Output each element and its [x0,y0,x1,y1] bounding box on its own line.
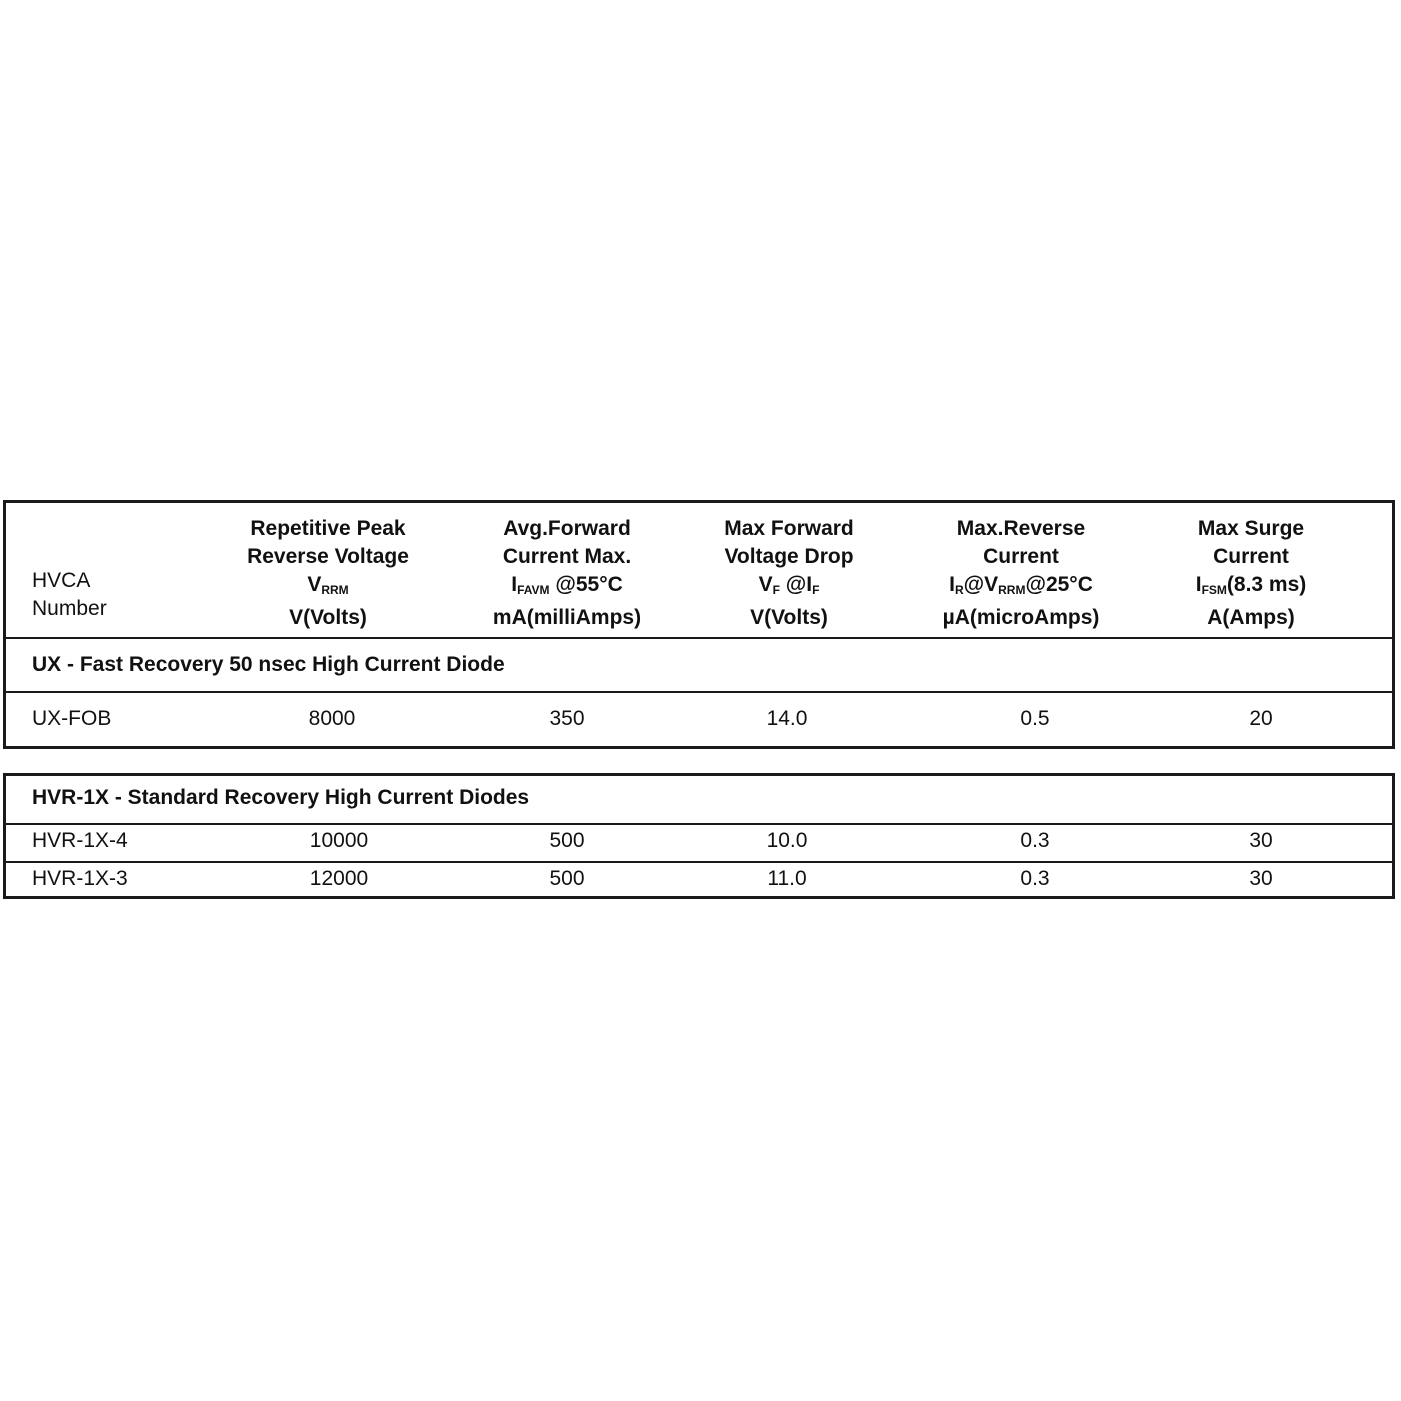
header-vrrm-line2: Reverse Voltage [247,545,409,568]
cell-vf: 10.0 [766,829,808,852]
ux-series-table [3,500,1395,749]
row-divider [6,861,1392,863]
header-ifsm-unit: A(Amps) [1207,606,1295,629]
header-vf-symbol: $V_F$ $@I_F$ [758,573,820,597]
header-ifsm-line1: Max Surge [1197,517,1305,540]
header-ifavm-unit: mA(milliAmps) [492,606,642,629]
header-number-label: Number [32,597,107,620]
cell-ifavm: 350 [549,707,585,730]
header-vf [724,515,854,632]
header-ir [943,515,1100,632]
header-divider [6,637,1392,639]
header-vrrm-unit: V(Volts) [289,606,367,629]
header-ifsm [1196,515,1307,632]
header-vrrm-line1: Repetitive Peak [250,517,406,540]
header-ir-line1: Max.Reverse [956,517,1086,540]
cell-vrrm: 12000 [309,867,369,890]
cell-ir: 0.3 [1020,829,1050,852]
section-divider [6,823,1392,825]
header-ifavm-line2: Current Max. [502,545,632,568]
section-title-hvr: HVR-1X - Standard Recovery High Current Diodes [32,786,530,809]
section-title-ux: UX - Fast Recovery 50 nsec High Current Diode [32,653,505,676]
hvr-series-table [3,773,1395,899]
cell-ifavm: 500 [549,829,585,852]
header-vf-unit: V(Volts) [750,606,828,629]
section-divider [6,691,1392,693]
cell-part: HVR-1X-4 [32,829,128,852]
cell-ifsm: 30 [1249,867,1273,890]
header-ir-line2: Current [983,545,1059,568]
cell-part: HVR-1X-3 [32,867,128,890]
cell-ifavm: 500 [549,867,585,890]
cell-vf: 11.0 [767,867,807,890]
cell-part: UX-FOB [32,707,112,730]
header-vf-line1: Max Forward [724,517,854,540]
header-vrrm [247,515,409,632]
header-ifavm-symbol: $I_{FAVM}$ @55°C [511,573,623,597]
cell-vrrm: 10000 [309,829,369,852]
header-hvca-number [32,567,107,623]
header-ifavm [493,515,641,632]
cell-vrrm: 8000 [308,707,356,730]
header-ir-symbol: $I_R@V_{RRM}@25^\circ C$ [949,573,1093,597]
header-vrrm-symbol: $V_{RRM}$ [307,573,349,597]
cell-vf: 14.0 [766,707,808,730]
cell-ir: 0.3 [1020,867,1050,890]
cell-ifsm: 20 [1249,707,1273,730]
header-hvca-label: HVCA [32,569,91,592]
cell-ir: 0.5 [1020,707,1050,730]
header-ifavm-line1: Avg.Forward [503,517,631,540]
header-vf-line2: Voltage Drop [724,545,854,568]
cell-ifsm: 30 [1249,829,1273,852]
header-ir-unit: µA(microAmps) [942,606,1100,629]
header-ifsm-symbol: $I_{FSM}(8.3$ ms) [1195,573,1307,597]
header-ifsm-line2: Current [1213,545,1289,568]
